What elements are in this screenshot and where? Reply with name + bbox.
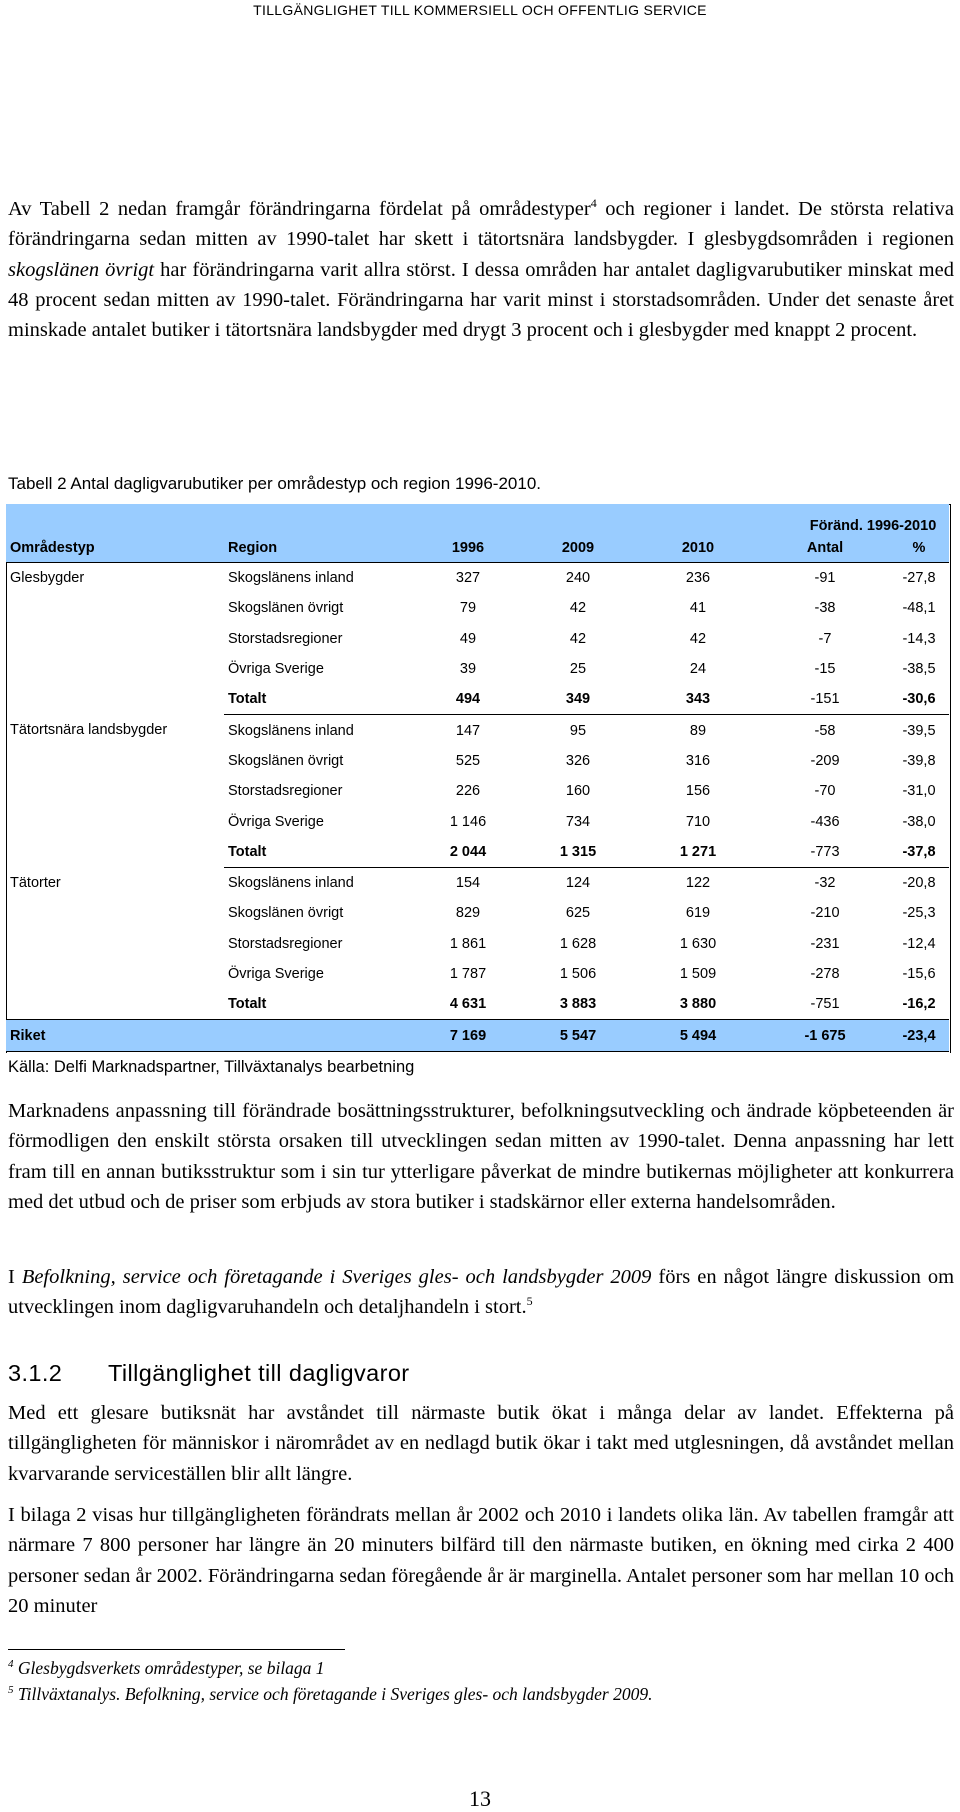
value-1996: 49 bbox=[459, 630, 477, 647]
value-2009: 3 883 bbox=[521, 989, 635, 1020]
region-cell: Övriga Sverige bbox=[228, 661, 324, 678]
change-antal: -1 675 bbox=[761, 1020, 889, 1051]
value-2010: 236 bbox=[685, 570, 711, 587]
table-riket-row bbox=[6, 1020, 949, 1051]
area-cell: Tätortsnära landsbygder bbox=[10, 722, 168, 739]
value-2009: 349 bbox=[521, 684, 635, 715]
value-2010: 1 630 bbox=[679, 935, 717, 952]
value-2010: 41 bbox=[689, 600, 707, 617]
change-antal: -209 bbox=[810, 752, 840, 769]
region-cell: Skogslänens inland bbox=[228, 570, 354, 587]
value-2010: 42 bbox=[689, 630, 707, 647]
change-pct: -48,1 bbox=[902, 600, 936, 617]
paragraph-market: Marknadens anpassning till förändrade bosättningsstrukturer, befolkningsutveckling och ändrade köpbeteenden är förmodligen den enskilt största orsaken till utvecklingen sedan mitten av 1990-talet. Denna anpassning har lett fram till en annan butiksstruktur som i sin tur ytterligare påverkat de mindre butikernas möjligheter att konkurrera med det utbud och de priser som erbjuds av stora butiker i stadskärnor eller externa handelsområden. bbox=[8, 1100, 954, 1213]
value-1996: 1 787 bbox=[449, 966, 487, 982]
change-pct: -30,6 bbox=[889, 684, 949, 715]
change-antal: -773 bbox=[761, 837, 889, 868]
value-1996: 39 bbox=[459, 661, 477, 678]
running-header: TILLGÄNGLIGHET TILL KOMMERSIELL OCH OFFENTLIG SERVICE bbox=[253, 2, 707, 18]
value-1996: 327 bbox=[455, 570, 481, 587]
table-total-row bbox=[6, 989, 949, 1020]
page-number: 13 bbox=[469, 1786, 491, 1811]
publication-title: Befolkning, service och företagande i Sveriges gles- och landsbygder 2009 bbox=[21, 1266, 652, 1288]
col-header-pct: % bbox=[889, 534, 949, 563]
region-cell: Totalt bbox=[224, 989, 415, 1020]
table-row bbox=[6, 776, 949, 806]
change-pct: -38,5 bbox=[902, 661, 936, 678]
region-cell: Skogslänen övrigt bbox=[228, 905, 344, 922]
footnote-4: $^4$ Glesbygdsverkets områdestyper, se bilaga 1 bbox=[8, 1658, 325, 1678]
table-row bbox=[6, 746, 949, 776]
section-title: Tillgänglighet till dagligvaror bbox=[108, 1360, 410, 1386]
value-2009: 124 bbox=[565, 875, 591, 892]
paragraph-bilaga: I bilaga 2 visas hur tillgängligheten förändrats mellan år 2002 och 2010 i landets olika län. Av tabellen framgår att närmare 7 800 personer har längre än 20 minuters bilfärd till den närmaste butiken, en ökning med cirka 2 400 personer sedan år 2002. Förändringarna sedan föregående år är marginella. Antalet personer som har mellan 10 och 20 minuter bbox=[8, 1504, 954, 1617]
value-1996: 2 044 bbox=[415, 837, 521, 868]
change-antal: -32 bbox=[814, 875, 836, 892]
value-2009: 42 bbox=[569, 600, 587, 617]
region-cell: Skogslänens inland bbox=[228, 875, 354, 892]
change-antal: -70 bbox=[814, 783, 836, 800]
table-total-row bbox=[6, 837, 949, 868]
col-header-region: Region bbox=[224, 534, 415, 563]
change-antal: -38 bbox=[814, 600, 836, 617]
value-2010: 1 509 bbox=[679, 966, 717, 982]
table-source: Källa: Delfi Marknadspartner, Tillväxtanalys bearbetning bbox=[8, 1058, 415, 1076]
change-pct: -16,2 bbox=[889, 989, 949, 1020]
change-pct: -38,0 bbox=[902, 813, 936, 830]
change-header: Föränd. 1996-2010 bbox=[761, 504, 949, 534]
table-header-row-1 bbox=[6, 504, 949, 534]
region-cell: Övriga Sverige bbox=[228, 966, 324, 982]
table-row bbox=[6, 624, 949, 654]
footnote-separator bbox=[8, 1649, 345, 1650]
value-2010: 343 bbox=[635, 684, 761, 715]
value-2010: 5 494 bbox=[635, 1020, 761, 1051]
value-1996: 1 146 bbox=[449, 813, 487, 830]
value-2010: 156 bbox=[685, 783, 711, 800]
intro-text-2: och regioner i landet. De största relativa förändringarna sedan mitten av 1990-talet har skett i tätortsnära landsbygder. I glesbygdsområden i regionen bbox=[8, 198, 954, 251]
value-1996: 829 bbox=[455, 905, 481, 922]
intro-italic-region: skogslänen övrigt bbox=[8, 258, 155, 281]
change-pct: -27,8 bbox=[902, 570, 936, 587]
value-1996: 79 bbox=[459, 600, 477, 617]
change-antal: -436 bbox=[810, 813, 840, 830]
value-1996: 4 631 bbox=[415, 989, 521, 1020]
region-cell: Storstadsregioner bbox=[228, 935, 343, 952]
change-pct: -31,0 bbox=[902, 783, 936, 800]
value-2009: 5 547 bbox=[521, 1020, 635, 1051]
change-antal: -58 bbox=[814, 722, 836, 739]
value-1996: 154 bbox=[455, 875, 481, 892]
table-caption: Tabell 2 Antal dagligvarubutiker per områdestyp och region 1996-2010. bbox=[8, 474, 542, 493]
value-2009: 326 bbox=[565, 752, 591, 769]
table-row bbox=[6, 563, 949, 594]
value-2010: 24 bbox=[689, 661, 707, 678]
table-row bbox=[6, 806, 949, 836]
area-cell: Tätorter bbox=[10, 874, 61, 891]
region-cell: Storstadsregioner bbox=[228, 630, 343, 647]
value-2010: 710 bbox=[685, 813, 711, 830]
col-header-1996: 1996 bbox=[415, 534, 521, 563]
value-1996: 147 bbox=[455, 722, 481, 739]
change-antal: -151 bbox=[761, 684, 889, 715]
value-2009: 1 628 bbox=[559, 935, 597, 952]
table-row bbox=[6, 715, 949, 746]
change-pct: -23,4 bbox=[889, 1020, 949, 1051]
change-pct: -20,8 bbox=[902, 875, 936, 892]
value-2009: 240 bbox=[565, 570, 591, 587]
paragraph-accessibility: Med ett glesare butiksnät har avståndet till närmaste butik ökat i många delar av landet. Effekterna på tillgängligheten för människor i närområdet av en nedlagd butik ökar i takt med utglesningen, då avståndet mellan kvarvarande serviceställen blir allt längre. bbox=[8, 1402, 954, 1485]
table-row bbox=[6, 867, 949, 898]
table-row bbox=[6, 654, 949, 684]
value-2009: 160 bbox=[565, 783, 591, 800]
change-pct: -12,4 bbox=[902, 935, 936, 952]
value-1996: 525 bbox=[455, 752, 481, 769]
table-row bbox=[6, 959, 949, 989]
change-antal: -15 bbox=[814, 661, 836, 678]
col-header-2010: 2010 bbox=[635, 534, 761, 563]
region-cell: Totalt bbox=[224, 684, 415, 715]
change-pct: -37,8 bbox=[889, 837, 949, 868]
value-2009: 1 506 bbox=[559, 966, 597, 982]
value-2010: 122 bbox=[685, 875, 711, 892]
col-header-antal: Antal bbox=[761, 534, 889, 563]
value-2009: 42 bbox=[569, 630, 587, 647]
region-cell: Skogslänens inland bbox=[228, 722, 354, 739]
change-antal: -231 bbox=[810, 935, 840, 952]
value-2010: 89 bbox=[689, 722, 707, 739]
change-pct: -39,5 bbox=[902, 722, 936, 739]
section-number: 3.1.2 bbox=[8, 1360, 63, 1386]
section-heading bbox=[8, 1360, 410, 1387]
value-2009: 1 315 bbox=[521, 837, 635, 868]
area-cell: Glesbygder bbox=[10, 570, 85, 587]
footnote-5: $^5$ Tillväxtanalys. Befolkning, service och företagande i Sveriges gles- och landsbygder 2009. bbox=[8, 1684, 653, 1704]
change-pct: -14,3 bbox=[902, 630, 936, 647]
intro-paragraph bbox=[8, 194, 954, 345]
region-cell: Skogslänen övrigt bbox=[228, 600, 344, 617]
change-pct: -15,6 bbox=[902, 966, 936, 982]
region-cell: Storstadsregioner bbox=[228, 783, 343, 800]
region-cell: Totalt bbox=[224, 837, 415, 868]
table-header-row-2 bbox=[6, 534, 949, 563]
value-2009: 95 bbox=[569, 722, 587, 739]
footnote-ref-5[interactable]: 5 bbox=[526, 1294, 533, 1309]
change-antal: -278 bbox=[810, 966, 840, 982]
table-total-row bbox=[6, 684, 949, 715]
col-header-2009: 2009 bbox=[521, 534, 635, 563]
value-2010: 3 880 bbox=[635, 989, 761, 1020]
change-antal: -210 bbox=[810, 905, 840, 922]
change-antal: -91 bbox=[814, 570, 836, 587]
table-row bbox=[6, 898, 949, 928]
value-2010: 619 bbox=[685, 905, 711, 922]
region-cell: Övriga Sverige bbox=[228, 813, 324, 830]
table-row bbox=[6, 593, 949, 623]
value-1996: 7 169 bbox=[415, 1020, 521, 1051]
value-2010: 316 bbox=[685, 752, 711, 769]
value-2009: 625 bbox=[565, 905, 591, 922]
data-table bbox=[6, 504, 949, 1052]
intro-text-3: har förändringarna varit allra störst. I dessa områden har antalet dagligvarubutiker minskat med 48 procent sedan mitten av 1990-talet. Förändringarna har varit minst i storstadsområden. Under det senaste året minskade antalet butiker i tätortsnära landsbygder med drygt 3 procent och i glesbygder med knappt 2 procent. bbox=[8, 258, 954, 342]
value-1996: 494 bbox=[415, 684, 521, 715]
footnote-ref-4[interactable]: 4 bbox=[590, 196, 597, 211]
change-antal: -751 bbox=[761, 989, 889, 1020]
region-cell: Skogslänen övrigt bbox=[228, 752, 344, 769]
value-1996: 1 861 bbox=[449, 935, 487, 952]
change-pct: -25,3 bbox=[902, 905, 936, 922]
riket-label: Riket bbox=[6, 1020, 224, 1051]
change-antal: -7 bbox=[818, 630, 832, 647]
change-pct: -39,8 bbox=[902, 752, 936, 769]
value-2009: 25 bbox=[569, 661, 587, 678]
value-1996: 226 bbox=[455, 783, 481, 800]
paragraph-reference: I Befolkning, service och företagande i Sveriges gles- och landsbygder 2009 förs en något längre diskussion om utvecklingen inom dagligvaruhandeln och detaljhandeln i stort.$^5$ bbox=[8, 1266, 955, 1319]
value-2010: 1 271 bbox=[635, 837, 761, 868]
table-row bbox=[6, 929, 949, 959]
col-header-omradestyp: Områdestyp bbox=[6, 534, 224, 563]
value-2009: 734 bbox=[565, 813, 591, 830]
intro-text-1: Av Tabell 2 nedan framgår förändringarna fördelat på områdestyper bbox=[8, 198, 591, 220]
